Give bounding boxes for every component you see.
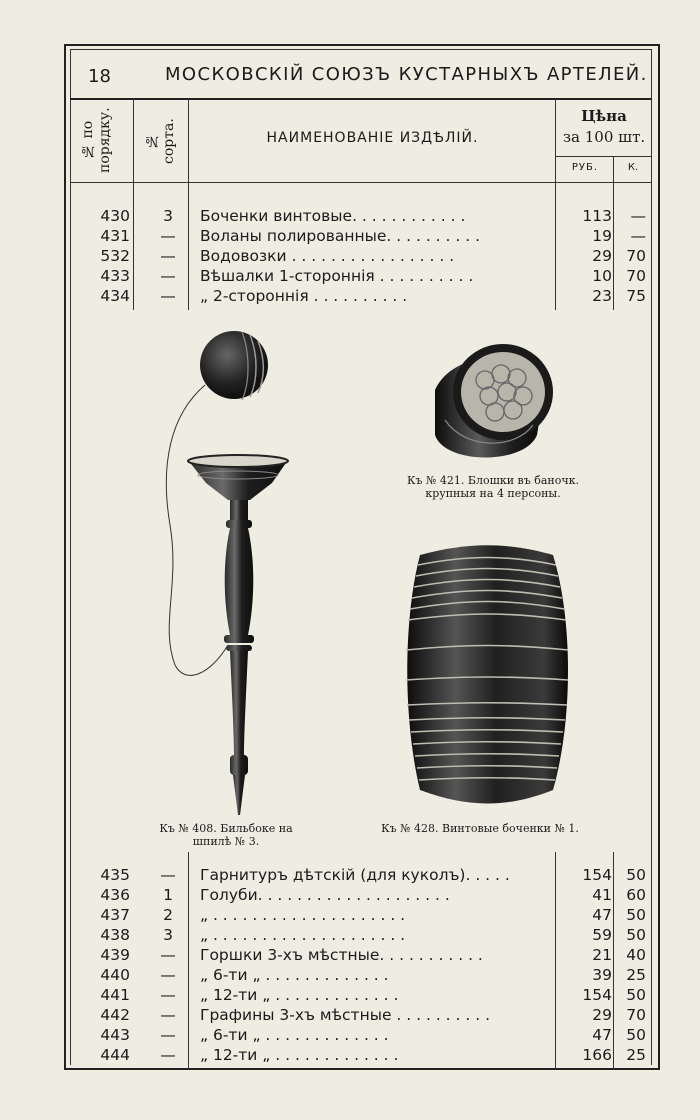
row-sort: —: [160, 1026, 176, 1044]
row-name: Гарнитуръ дѣтскій (для куколъ). . . . .: [200, 866, 510, 884]
row-price-rub: 21: [592, 946, 612, 964]
table-row: [70, 985, 652, 1005]
blyoshki-illustration: [425, 340, 560, 470]
row-name: Вѣшалки 1-стороннія . . . . . . . . . .: [200, 267, 474, 285]
row-sort: 1: [163, 886, 173, 904]
row-name: Боченки винтовые. . . . . . . . . . . .: [200, 207, 466, 225]
row-name: „ 12-ти „ . . . . . . . . . . . . .: [200, 986, 399, 1004]
row-number: 441: [100, 986, 130, 1004]
row-name: Горшки 3-хъ мѣстные. . . . . . . . . . .: [200, 946, 483, 964]
row-number: 431: [100, 227, 130, 245]
table-row: [70, 865, 652, 885]
row-price-kop: 50: [626, 866, 646, 884]
bilboke-illustration: [150, 325, 300, 825]
table-row: [70, 246, 652, 266]
row-sort: —: [160, 866, 176, 884]
row-number: 438: [100, 926, 130, 944]
row-price-kop: 50: [626, 1026, 646, 1044]
header-col-rule-1: [133, 98, 134, 182]
row-number: 434: [100, 287, 130, 305]
row-price-rub: 10: [592, 267, 612, 285]
row-price-rub: 113: [582, 207, 612, 225]
row-number: 443: [100, 1026, 130, 1044]
row-name: „ 6-ти „ . . . . . . . . . . . . .: [200, 1026, 389, 1044]
col-header-price: Цѣна: [581, 107, 627, 125]
row-sort: —: [160, 966, 176, 984]
row-price-kop: 50: [626, 926, 646, 944]
table-row: [70, 1025, 652, 1045]
row-price-rub: 47: [592, 1026, 612, 1044]
table-bottom-rows: [70, 865, 652, 1065]
row-name: „ 6-ти „ . . . . . . . . . . . . .: [200, 966, 389, 984]
row-sort: —: [160, 1006, 176, 1024]
running-title: МОСКОВСКІЙ СОЮЗЪ КУСТАРНЫХЪ АРТЕЛЕЙ.: [165, 64, 648, 85]
row-price-kop: 70: [626, 1006, 646, 1024]
row-number: 437: [100, 906, 130, 924]
col-header-kop: К.: [627, 162, 639, 173]
row-sort: —: [160, 946, 176, 964]
row-price-rub: 154: [582, 866, 612, 884]
table-row: [70, 266, 652, 286]
row-price-kop: 25: [626, 1046, 646, 1064]
row-sort: 2: [163, 906, 173, 924]
row-number: 444: [100, 1046, 130, 1064]
table-row: [70, 945, 652, 965]
row-number: 532: [100, 247, 130, 265]
row-name: „ . . . . . . . . . . . . . . . . . . . .: [200, 906, 406, 924]
row-sort: 3: [163, 926, 173, 944]
row-price-kop: 70: [626, 267, 646, 285]
table-row: [70, 885, 652, 905]
col-header-number: № по порядку.: [80, 107, 113, 173]
row-number: 435: [100, 866, 130, 884]
row-price-kop: 40: [626, 946, 646, 964]
table-row: [70, 286, 652, 306]
header-col-rule-2: [188, 98, 189, 182]
caption-blyoshki: Къ № 421. Блошки въ баночк. крупныя на 4 персоны.: [407, 474, 579, 500]
row-number: 433: [100, 267, 130, 285]
row-price-rub: 59: [592, 926, 612, 944]
row-sort: —: [160, 287, 176, 305]
row-price-kop: 50: [626, 906, 646, 924]
row-name: Графины 3-хъ мѣстные . . . . . . . . . .: [200, 1006, 491, 1024]
row-number: 442: [100, 1006, 130, 1024]
row-price-kop: 60: [626, 886, 646, 904]
table-row: [70, 226, 652, 246]
row-price-kop: 75: [626, 287, 646, 305]
row-price-rub: 23: [592, 287, 612, 305]
table-row: [70, 1005, 652, 1025]
row-price-rub: 154: [582, 986, 612, 1004]
row-sort: 3: [163, 207, 173, 225]
row-name: Воланы полированные. . . . . . . . . .: [200, 227, 481, 245]
row-sort: —: [160, 267, 176, 285]
row-name: Водовозки . . . . . . . . . . . . . . . . .: [200, 247, 455, 265]
row-number: 439: [100, 946, 130, 964]
row-number: 430: [100, 207, 130, 225]
barrel-illustration: [398, 540, 576, 805]
row-name: „ 2-стороннія . . . . . . . . . .: [200, 287, 408, 305]
table-row: [70, 965, 652, 985]
table-row: [70, 1045, 652, 1065]
row-price-kop: 25: [626, 966, 646, 984]
header-bottom-rule: [70, 182, 652, 183]
row-price-rub: 29: [592, 247, 612, 265]
table-row: [70, 206, 652, 226]
row-price-rub: 41: [592, 886, 612, 904]
col-header-sort: № сорта.: [144, 118, 177, 164]
row-price-rub: 39: [592, 966, 612, 984]
row-price-kop: —: [630, 227, 646, 245]
row-name: Голуби. . . . . . . . . . . . . . . . . . . .: [200, 886, 450, 904]
row-sort: —: [160, 986, 176, 1004]
table-top-rows: [70, 206, 652, 306]
row-price-kop: 50: [626, 986, 646, 1004]
header-rule: [70, 98, 652, 100]
row-price-rub: 29: [592, 1006, 612, 1024]
row-price-kop: 70: [626, 247, 646, 265]
row-price-kop: —: [630, 207, 646, 225]
caption-bilboke: Къ № 408. Бильбоке на шпилѣ № 3.: [159, 822, 293, 848]
price-unit-rule: [556, 156, 652, 157]
row-number: 440: [100, 966, 130, 984]
row-price-rub: 19: [592, 227, 612, 245]
row-price-rub: 47: [592, 906, 612, 924]
caption-bochenki: Къ № 428. Винтовые боченки № 1.: [381, 822, 579, 835]
page-number: 18: [88, 66, 111, 87]
table-row: [70, 925, 652, 945]
row-number: 436: [100, 886, 130, 904]
row-name: „ 12-ти „ . . . . . . . . . . . . .: [200, 1046, 399, 1064]
row-name: „ . . . . . . . . . . . . . . . . . . . .: [200, 926, 406, 944]
row-sort: —: [160, 1046, 176, 1064]
row-sort: —: [160, 227, 176, 245]
row-price-rub: 166: [582, 1046, 612, 1064]
col-header-price-sub: за 100 шт.: [562, 128, 646, 146]
col-header-name: НАИМЕНОВАНІЕ ИЗДѢЛІЙ.: [266, 130, 479, 146]
col-header-rub: РУБ.: [571, 162, 599, 173]
row-sort: —: [160, 247, 176, 265]
table-row: [70, 905, 652, 925]
